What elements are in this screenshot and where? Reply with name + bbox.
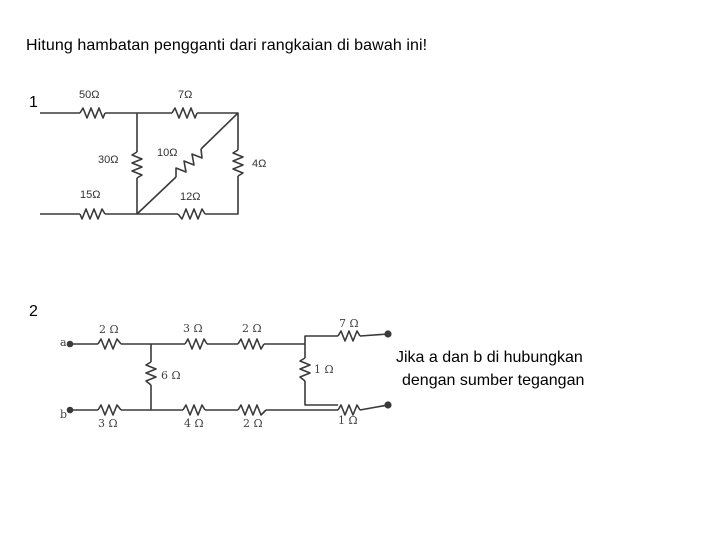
- problem-2-note: [396, 346, 584, 392]
- problem-number-2: 2: [29, 303, 38, 320]
- label-bot-2: 2 Ω: [243, 417, 263, 430]
- label-top-3: 3 Ω: [183, 322, 203, 335]
- label-12: 12Ω: [180, 191, 201, 203]
- label-top-7: 7 Ω: [339, 317, 359, 330]
- label-mid-6: 6 Ω: [161, 369, 181, 382]
- resistor-top-7: [338, 331, 360, 341]
- resistor-bot-3: [98, 405, 121, 415]
- resistor-top-3: [185, 339, 207, 349]
- wire: [360, 405, 388, 410]
- resistor-bot-2: [238, 405, 266, 415]
- problem-number-1: 1: [29, 94, 38, 111]
- terminal-a-label: a: [60, 336, 67, 349]
- label-30: 30Ω: [98, 154, 119, 166]
- wire: [264, 336, 338, 344]
- label-bot-4: 4 Ω: [184, 417, 204, 430]
- label-10: 10Ω: [157, 147, 178, 159]
- note-line: dengan sumber tegangan: [402, 372, 585, 389]
- label-4: 4Ω: [252, 158, 267, 170]
- note-line: Jika a dan b di hubungkan: [396, 349, 583, 366]
- wire: [360, 334, 388, 336]
- wire: [305, 381, 338, 405]
- resistor-top-2: [98, 339, 121, 349]
- label-top-2b: 2 Ω: [242, 322, 262, 335]
- page-title: Hitung hambatan pengganti dari rangkaian di bawah ini!: [26, 37, 428, 54]
- label-15: 15Ω: [80, 189, 101, 201]
- resistor-top-2b: [238, 339, 264, 349]
- label-top-2: 2 Ω: [99, 323, 119, 336]
- resistor-bot-4: [183, 405, 205, 415]
- resistor-mid-1: [300, 358, 310, 381]
- label-50: 50Ω: [79, 89, 100, 101]
- label-mid-1: 1 Ω: [314, 363, 334, 376]
- label-bot-1: 1 Ω: [338, 414, 358, 427]
- label-7: 7Ω: [178, 89, 193, 101]
- label-bot-3: 3 Ω: [98, 417, 118, 430]
- resistor-mid-6: [146, 362, 156, 385]
- terminal-b-label: b: [60, 408, 68, 421]
